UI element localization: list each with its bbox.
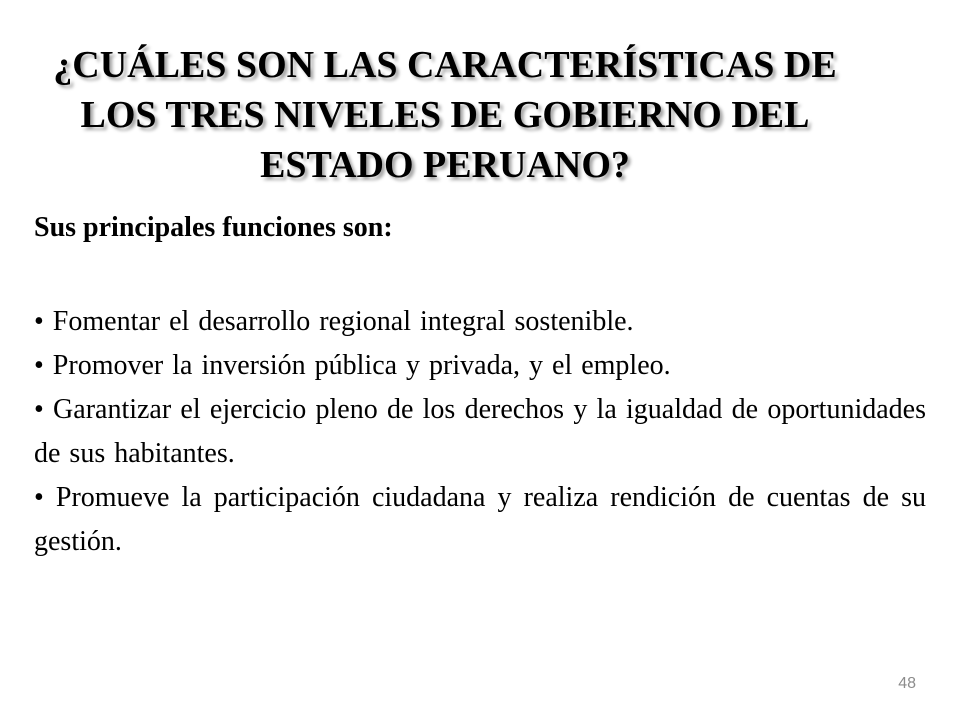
title-line-1: ¿CUÁLES SON LAS CARACTERÍSTICAS DE (53, 44, 837, 86)
bullet-item-3: • Garantizar el ejercicio pleno de los derechos y la igualdad de oportunidades de sus habitantes. (34, 394, 926, 469)
title-line-3: ESTADO PERUANO? (260, 144, 630, 186)
bullet-item-2: • Promover la inversión pública y privada, y el empleo. (34, 350, 671, 381)
bullet-list (34, 300, 926, 564)
bullet-item-1: • Fomentar el desarrollo regional integral sostenible. (34, 306, 634, 337)
page-number: 48 (898, 675, 916, 692)
bullet-item-4: • Promueve la participación ciudadana y realiza rendición de cuentas de su gestión. (34, 482, 926, 557)
section-heading: Sus principales funciones son: (34, 212, 393, 243)
slide-title (20, 40, 870, 190)
title-line-2: LOS TRES NIVELES DE GOBIERNO DEL (80, 94, 810, 136)
